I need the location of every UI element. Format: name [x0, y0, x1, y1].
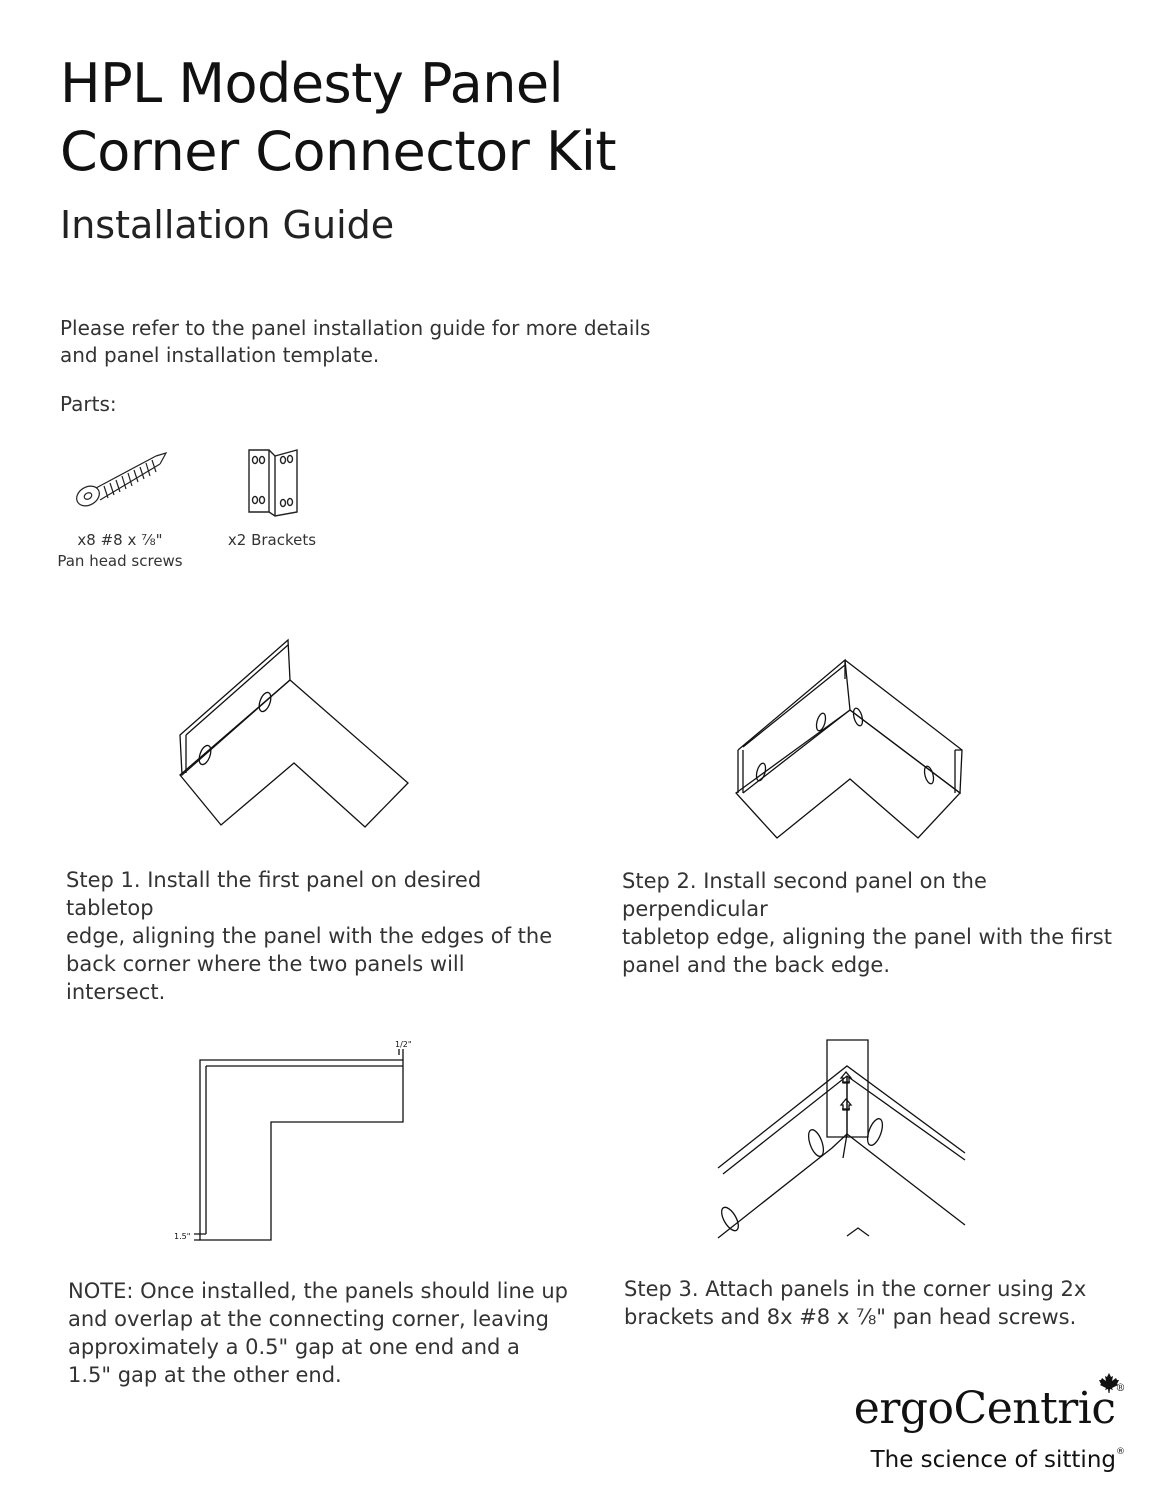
half-inch-label: 1/2" — [395, 1040, 412, 1049]
step2-line-2: tabletop edge, aligning the panel with the first — [622, 925, 1112, 949]
note-line-3: approximately a 0.5" gap at one end and a — [68, 1335, 520, 1359]
screws-caption-line-2: Pan head screws — [57, 552, 183, 570]
step3-text — [624, 1275, 1124, 1331]
step1-line-3: back corner where the two panels will intersect. — [66, 952, 465, 1004]
title-line-2: Corner Connector Kit — [60, 120, 617, 183]
step3-line-2: brackets and 8x #8 x ⅞" pan head screws. — [624, 1305, 1077, 1329]
tagline-text: The science of sitting — [870, 1447, 1116, 1473]
screws-caption — [52, 530, 188, 572]
tagline-registered-mark: ® — [1116, 1447, 1125, 1457]
step2-line-3: panel and the back edge. — [622, 953, 891, 977]
step3-line-1: Step 3. Attach panels in the corner using 2x — [624, 1277, 1087, 1301]
note-line-4: 1.5" gap at the other end. — [68, 1363, 342, 1387]
step1-text — [66, 866, 566, 1006]
title-line-1: HPL Modesty Panel — [60, 52, 564, 115]
brand-tagline — [871, 1447, 1125, 1473]
brackets-caption: x2 Brackets — [227, 531, 317, 549]
note-diagram — [170, 1035, 420, 1250]
brand-logo — [854, 1383, 1125, 1434]
intro-text — [60, 315, 660, 369]
brand-name: ergoCentric — [853, 1383, 1116, 1434]
brand-registered-mark: ® — [1115, 1383, 1125, 1394]
screw-icon — [70, 448, 170, 518]
step1-diagram — [170, 635, 420, 835]
parts-label: Parts: — [60, 392, 117, 416]
one-half-inch-label: 1.5" — [174, 1232, 191, 1241]
intro-line-2: and panel installation template. — [60, 343, 380, 367]
note-line-1: NOTE: Once installed, the panels should line up — [68, 1279, 569, 1303]
screws-caption-line-1: x8 #8 x ⅞" — [77, 531, 163, 549]
note-text — [68, 1277, 588, 1389]
step2-diagram — [733, 655, 973, 845]
step2-line-1: Step 2. Install second panel on the perpendicular — [622, 869, 987, 921]
step2-text — [622, 867, 1122, 979]
note-line-2: and overlap at the connecting corner, leaving — [68, 1307, 549, 1331]
intro-line-1: Please refer to the panel installation guide for more details — [60, 316, 651, 340]
page-subtitle: Installation Guide — [60, 203, 395, 247]
bracket-icon — [245, 446, 300, 516]
page-title — [60, 50, 616, 186]
step1-line-1: Step 1. Install the first panel on desired tabletop — [66, 868, 482, 920]
step3-diagram — [715, 1038, 970, 1243]
step1-line-2: edge, aligning the panel with the edges of the — [66, 924, 553, 948]
